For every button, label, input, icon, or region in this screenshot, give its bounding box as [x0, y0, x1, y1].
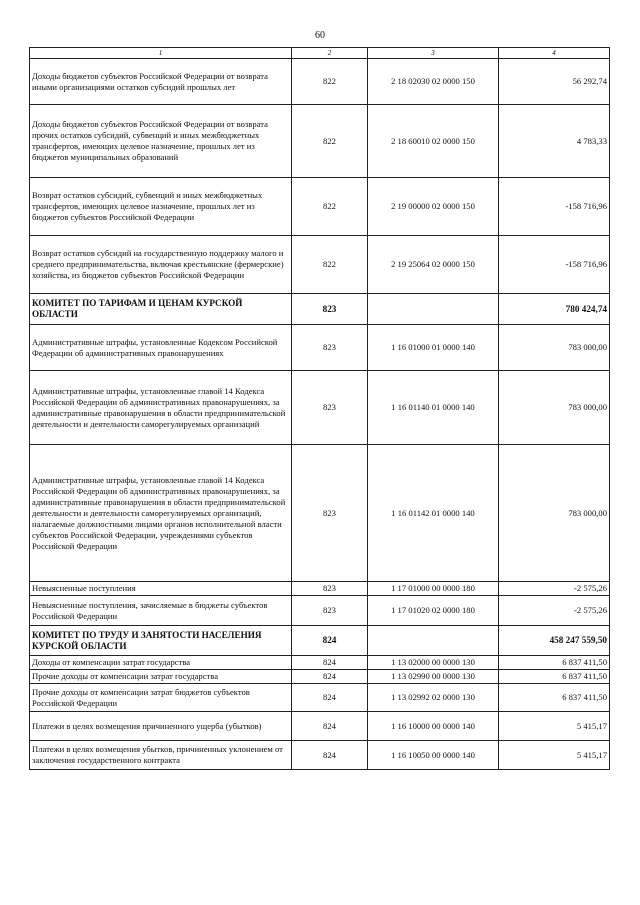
row-admin-code: 824 — [292, 712, 368, 741]
row-description: Доходы от компенсации затрат государства — [30, 656, 292, 670]
row-description: Платежи в целях возмещения причиненного ущерба (убытков) — [30, 712, 292, 741]
revenue-table — [29, 47, 610, 770]
row-description: Административные штрафы, установленные главой 14 Кодекса Российской Федерации об административных правонарушениях, за административные правонарушения в области предпринимательской деятельности и деятельности саморегулируемых организаций, налагаемые должностными лицами органов исполнительной власти субъектов Российской Федерации, учреждениями субъектов Российской Федерации — [30, 445, 292, 582]
row-budget-code: 2 18 60010 02 0000 150 — [368, 105, 499, 178]
committee-heading: КОМИТЕТ ПО ТРУДУ И ЗАНЯТОСТИ НАСЕЛЕНИЯ КУРСКОЙ ОБЛАСТИ — [30, 626, 292, 656]
table-row — [30, 445, 610, 582]
table-row — [30, 582, 610, 596]
row-budget-code: 1 16 01140 01 0000 140 — [368, 371, 499, 445]
table-row — [30, 178, 610, 236]
table-row — [30, 712, 610, 741]
row-budget-code: 1 17 01000 00 0000 180 — [368, 582, 499, 596]
row-admin-code: 823 — [292, 445, 368, 582]
row-amount: -158 716,96 — [499, 178, 610, 236]
row-budget-code: 1 13 02990 00 0000 130 — [368, 670, 499, 684]
committee-heading: КОМИТЕТ ПО ТАРИФАМ И ЦЕНАМ КУРСКОЙ ОБЛАСТИ — [30, 294, 292, 325]
row-description: Доходы бюджетов субъектов Российской Федерации от возврата прочих остатков субсидий, субвенций и иных межбюджетных трансфертов, имеющих целевое назначение, прошлых лет из бюджетов муниципальных образований — [30, 105, 292, 178]
row-amount: 5 415,17 — [499, 741, 610, 770]
row-budget-code: 1 16 10050 00 0000 140 — [368, 741, 499, 770]
committee-total: 458 247 559,50 — [499, 626, 610, 656]
row-amount: 56 292,74 — [499, 59, 610, 105]
table-row — [30, 656, 610, 670]
table-row — [30, 596, 610, 626]
row-admin-code: 822 — [292, 59, 368, 105]
table-row — [30, 325, 610, 371]
table-row — [30, 105, 610, 178]
row-description: Административные штрафы, установленные главой 14 Кодекса Российской Федерации об административных правонарушениях, за административные правонарушения в области предпринимательской деятельности и деятельности саморегулируемых организаций — [30, 371, 292, 445]
row-amount: 6 837 411,50 — [499, 684, 610, 712]
row-budget-code: 2 19 00000 02 0000 150 — [368, 178, 499, 236]
row-description: Прочие доходы от компенсации затрат государства — [30, 670, 292, 684]
table-row — [30, 294, 610, 325]
row-admin-code: 823 — [292, 371, 368, 445]
row-description: Возврат остатков субсидий, субвенций и иных межбюджетных трансфертов, имеющих целевое назначение, прошлых лет из бюджетов субъектов Российской Федерации — [30, 178, 292, 236]
row-admin-code: 824 — [292, 626, 368, 656]
table-row — [30, 670, 610, 684]
row-description: Возврат остатков субсидий на государственную поддержку малого и среднего предпринимательства, включая крестьянские (фермерские) хозяйства, из бюджетов субъектов Российской Федерации — [30, 236, 292, 294]
row-amount: 6 837 411,50 — [499, 670, 610, 684]
row-amount: 783 000,00 — [499, 445, 610, 582]
row-admin-code: 822 — [292, 236, 368, 294]
row-budget-code: 2 19 25064 02 0000 150 — [368, 236, 499, 294]
row-description: Невыясненные поступления — [30, 582, 292, 596]
column-number: 2 — [292, 48, 368, 59]
row-admin-code: 822 — [292, 178, 368, 236]
table-row — [30, 684, 610, 712]
column-number: 3 — [368, 48, 499, 59]
row-admin-code: 824 — [292, 670, 368, 684]
table-row — [30, 59, 610, 105]
table-row — [30, 626, 610, 656]
row-budget-code: 1 13 02992 02 0000 130 — [368, 684, 499, 712]
column-number-row — [30, 48, 610, 59]
row-description: Платежи в целях возмещения убытков, причиненных уклонением от заключения государственного контракта — [30, 741, 292, 770]
row-admin-code: 823 — [292, 294, 368, 325]
row-budget-code — [368, 294, 499, 325]
row-admin-code: 822 — [292, 105, 368, 178]
row-amount: 6 837 411,50 — [499, 656, 610, 670]
row-amount: 783 000,00 — [499, 325, 610, 371]
table-row — [30, 371, 610, 445]
table-row — [30, 236, 610, 294]
page-number: 60 — [315, 30, 325, 41]
row-admin-code: 824 — [292, 684, 368, 712]
row-amount: 5 415,17 — [499, 712, 610, 741]
table-row — [30, 741, 610, 770]
row-amount: -158 716,96 — [499, 236, 610, 294]
row-admin-code: 823 — [292, 325, 368, 371]
row-amount: -2 575,26 — [499, 596, 610, 626]
row-budget-code: 1 13 02000 00 0000 130 — [368, 656, 499, 670]
row-description: Административные штрафы, установленные Кодексом Российской Федерации об административных правонарушениях — [30, 325, 292, 371]
row-description: Прочие доходы от компенсации затрат бюджетов субъектов Российской Федерации — [30, 684, 292, 712]
row-admin-code: 823 — [292, 582, 368, 596]
row-amount: 783 000,00 — [499, 371, 610, 445]
row-amount: 4 783,33 — [499, 105, 610, 178]
row-description: Доходы бюджетов субъектов Российской Федерации от возврата иными организациями остатков субсидий прошлых лет — [30, 59, 292, 105]
row-budget-code: 1 16 01000 01 0000 140 — [368, 325, 499, 371]
row-budget-code: 1 17 01020 02 0000 180 — [368, 596, 499, 626]
column-number: 1 — [30, 48, 292, 59]
row-budget-code: 1 16 10000 00 0000 140 — [368, 712, 499, 741]
row-admin-code: 824 — [292, 741, 368, 770]
row-admin-code: 824 — [292, 656, 368, 670]
row-description: Невыясненные поступления, зачисляемые в бюджеты субъектов Российской Федерации — [30, 596, 292, 626]
column-number: 4 — [499, 48, 610, 59]
committee-total: 780 424,74 — [499, 294, 610, 325]
row-amount: -2 575,26 — [499, 582, 610, 596]
row-budget-code: 1 16 01142 01 0000 140 — [368, 445, 499, 582]
row-admin-code: 823 — [292, 596, 368, 626]
row-budget-code — [368, 626, 499, 656]
row-budget-code: 2 18 02030 02 0000 150 — [368, 59, 499, 105]
